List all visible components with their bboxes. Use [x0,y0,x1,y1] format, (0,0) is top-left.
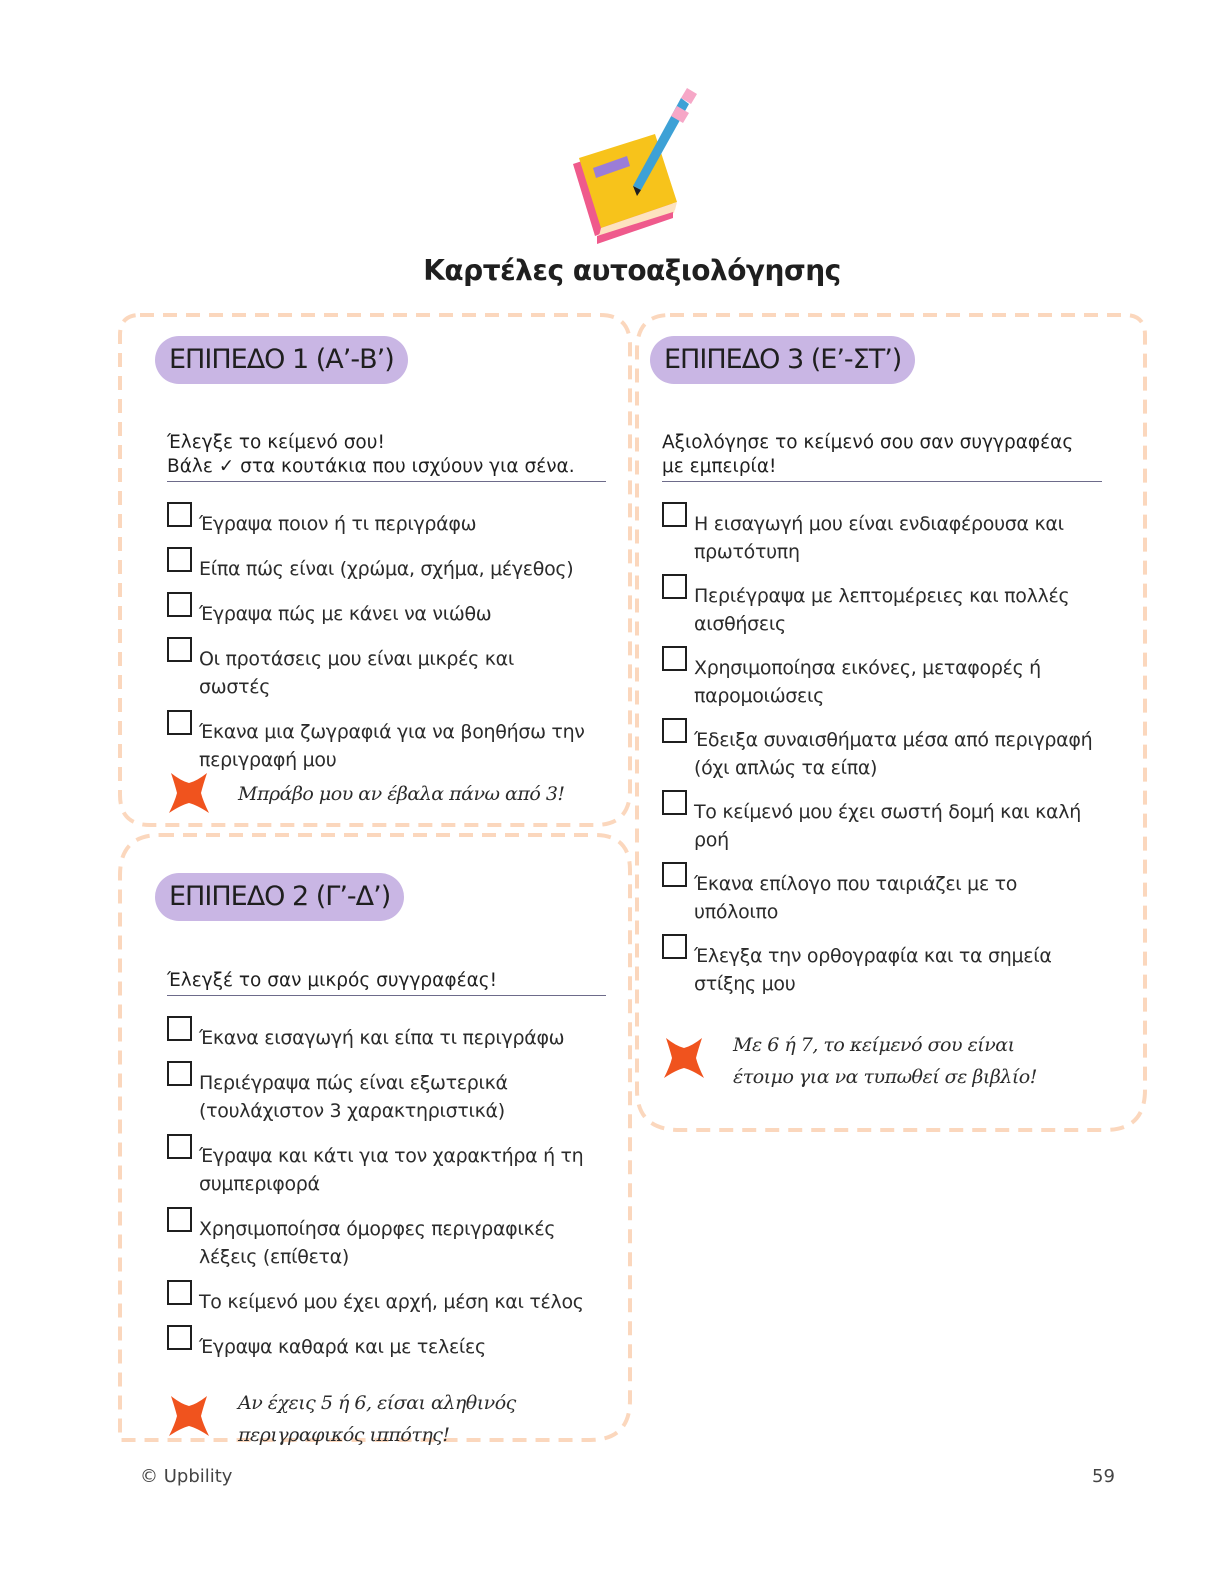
checkbox[interactable] [167,592,192,617]
level-2-item [167,1069,587,1125]
page-number: 59 [1092,1466,1115,1487]
level-3-item-label: Έκανα επίλογο που ταιριάζει με το υπόλοιπο [694,873,1018,923]
cross-icon [167,1394,211,1438]
level-1-heading-line2: Βάλε ✓ στα κουτάκια που ισχύουν για σένα. [167,456,575,477]
level-2-heading-line1: Έλεγξέ το σαν μικρός συγγραφέας! [167,970,498,991]
checkbox[interactable] [167,1134,192,1159]
book-pen-icon [563,86,703,252]
level-1-badge: ΕΠΙΠΕΔΟ 1 (Α’-Β’) [155,336,408,384]
level-1-item [167,510,587,538]
checkbox[interactable] [167,547,192,572]
checkbox[interactable] [662,934,687,959]
level-1-checklist [167,510,587,774]
level-3-heading-line1: Αξιολόγησε το κείμενό σου σαν συγγραφέας [662,432,1074,453]
checkbox[interactable] [662,718,687,743]
level-2-item [167,1024,587,1052]
level-3-item [662,798,1102,854]
cross-icon [662,1036,706,1080]
level-1-item [167,718,587,774]
checkbox[interactable] [167,502,192,527]
level-1-heading [167,431,606,482]
level-3-item-label: Έδειξα συναισθήματα μέσα από περιγραφή (όχι απλώς τα είπα) [694,729,1093,779]
level-3-item-label: Περιέγραψα με λεπτομέρειες και πολλές αισθήσεις [694,585,1070,635]
level-1-item-label: Έκανα μια ζωγραφιά για να βοηθήσω την περιγραφή μου [199,721,585,771]
level-1-item [167,645,587,701]
level-1-item-label: Οι προτάσεις μου είναι μικρές και σωστές [199,648,514,698]
checkbox[interactable] [167,637,192,662]
level-1-item [167,555,587,583]
checkbox[interactable] [167,1325,192,1350]
level-3-item-label: Έλεγξα την ορθογραφία και τα σημεία στίξης μου [694,945,1052,995]
level-2-checklist [167,1024,587,1361]
level-3-item [662,942,1102,998]
level-2-item-label: Έκανα εισαγωγή και είπα τι περιγράφω [199,1027,565,1049]
level-2-item-label: Περιέγραψα πώς είναι εξωτερικά (τουλάχιστον 3 χαρακτηριστικά) [199,1072,508,1122]
checkbox[interactable] [167,710,192,735]
level-2-item [167,1288,587,1316]
level-3-item [662,510,1102,566]
level-3-item-label: Το κείμενό μου έχει σωστή δομή και καλή ροή [694,801,1081,851]
level-1-item-label: Είπα πώς είναι (χρώμα, σχήμα, μέγεθος) [199,558,574,580]
level-3-item-label: Η εισαγωγή μου είναι ενδιαφέρουσα και πρωτότυπη [694,513,1064,563]
level-2-item [167,1142,587,1198]
level-2-badge: ΕΠΙΠΕΔΟ 2 (Γ’-Δ’) [155,873,404,921]
checkbox[interactable] [662,574,687,599]
level-3-item-label: Χρησιμοποίησα εικόνες, μεταφορές ή παρομοιώσεις [694,657,1041,707]
level-2-item [167,1333,587,1361]
level-3-item [662,870,1102,926]
level-2-item [167,1215,587,1271]
level-3-badge: ΕΠΙΠΕΔΟ 3 (Ε’-ΣΤ’) [650,336,915,384]
level-3-heading-line2: με εμπειρία! [662,456,777,477]
level-2-item-label: Χρησιμοποίησα όμορφες περιγραφικές λέξεις (επίθετα) [199,1218,556,1268]
checkbox[interactable] [662,646,687,671]
cross-icon [167,771,211,815]
level-2-item-label: Έγραψα καθαρά και με τελείες [199,1336,486,1358]
checkbox[interactable] [167,1016,192,1041]
level-2-note: Αν έχεις 5 ή 6, είσαι αληθινός περιγραφικός ιππότης! [238,1392,516,1446]
checkbox[interactable] [167,1280,192,1305]
level-3-checklist [662,510,1102,998]
level-3-item [662,582,1102,638]
level-1-note: Μπράβο μου αν έβαλα πάνω από 3! [238,783,565,805]
level-2-heading [167,969,606,996]
checkbox[interactable] [662,502,687,527]
page-title: Καρτέλες αυτοαξιολόγησης [423,254,841,287]
checkbox[interactable] [662,790,687,815]
level-1-heading-line1: Έλεγξε το κείμενό σου! [167,432,385,453]
level-1-item-label: Έγραψα ποιον ή τι περιγράφω [199,513,477,535]
level-3-item [662,654,1102,710]
checkbox[interactable] [167,1207,192,1232]
level-3-note: Με 6 ή 7, το κείμενό σου είναι έτοιμο για να τυπωθεί σε βιβλίο! [733,1034,1037,1088]
level-1-item [167,600,587,628]
level-3-item [662,726,1102,782]
level-3-heading [662,431,1102,482]
level-2-item-label: Το κείμενό μου έχει αρχή, μέση και τέλος [199,1291,584,1313]
footer-copyright: © Upbility [140,1466,233,1487]
level-1-item-label: Έγραψα πώς με κάνει να νιώθω [199,603,492,625]
checkbox[interactable] [662,862,687,887]
level-2-item-label: Έγραψα και κάτι για τον χαρακτήρα ή τη συμπεριφορά [199,1145,584,1195]
checkbox[interactable] [167,1061,192,1086]
